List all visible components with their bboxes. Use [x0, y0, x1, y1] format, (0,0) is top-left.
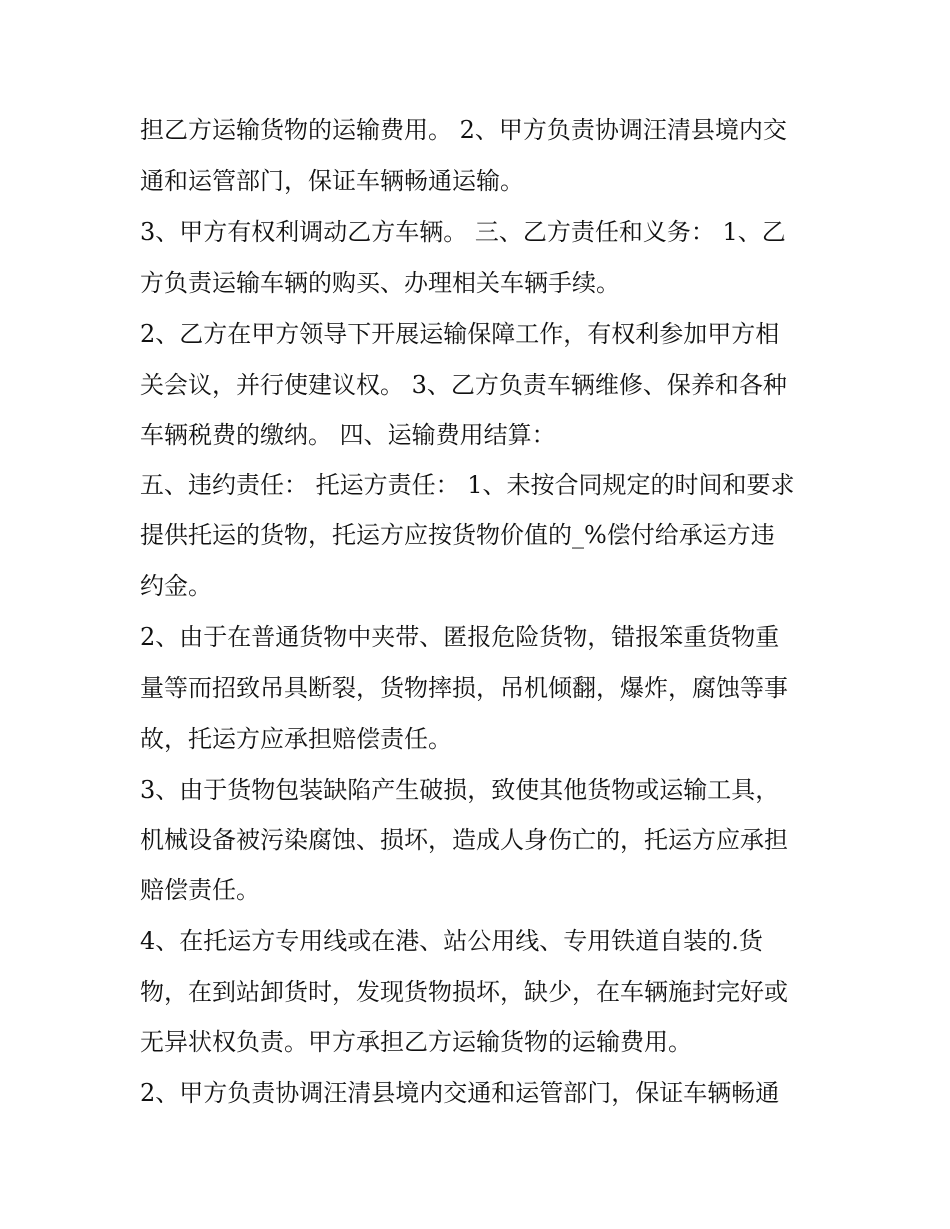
text-line-17: 4、在托运方专用线或在港、站公用线、专用铁道自装的.货: [140, 927, 763, 955]
text-line-15: 机械设备被污染腐蚀、损坏，造成人身伤亡的，托运方应承担: [140, 826, 788, 854]
text-line-5: 2、乙方在甲方领导下开展运输保障工作，有权利参加甲方相: [140, 320, 780, 348]
text-line-3: 3、甲方有权利调动乙方车辆。 三、乙方责任和义务： 1、乙: [140, 218, 786, 246]
text-line-8: 五、违约责任： 托运方责任： 1、未按合同规定的时间和要求: [140, 471, 795, 499]
text-line-16: 赔偿责任。: [140, 876, 260, 904]
text-line-9: 提供托运的货物，托运方应按货物价值的_%偿付给承运方违: [140, 521, 775, 549]
text-line-2: 通和运管部门，保证车辆畅通运输。: [140, 167, 524, 195]
text-line-10: 约金。: [140, 572, 212, 600]
text-line-7: 车辆税费的缴纳。 四、运输费用结算：: [140, 421, 556, 449]
text-line-4: 方负责运输车辆的购买、办理相关车辆手续。: [140, 269, 620, 297]
text-line-1: 担乙方运输货物的运输费用。 2、甲方负责协调汪清县境内交: [140, 116, 787, 144]
text-line-19: 无异状权负责。甲方承担乙方运输货物的运输费用。: [140, 1028, 692, 1056]
text-line-11: 2、由于在普通货物中夹带、匿报危险货物，错报笨重货物重: [140, 623, 780, 651]
text-line-6: 关会议，并行使建议权。 3、乙方负责车辆维修、保养和各种: [140, 371, 787, 399]
text-line-14: 3、由于货物包装缺陷产生破损，致使其他货物或运输工具，: [140, 776, 780, 804]
text-line-18: 物，在到站卸货时，发现货物损坏，缺少，在车辆施封完好或: [140, 978, 788, 1006]
text-line-13: 故，托运方应承担赔偿责任。: [140, 725, 452, 753]
text-line-20: 2、甲方负责协调汪清县境内交通和运管部门，保证车辆畅通: [140, 1079, 780, 1107]
text-line-12: 量等而招致吊具断裂，货物摔损，吊机倾翻，爆炸，腐蚀等事: [140, 674, 788, 702]
